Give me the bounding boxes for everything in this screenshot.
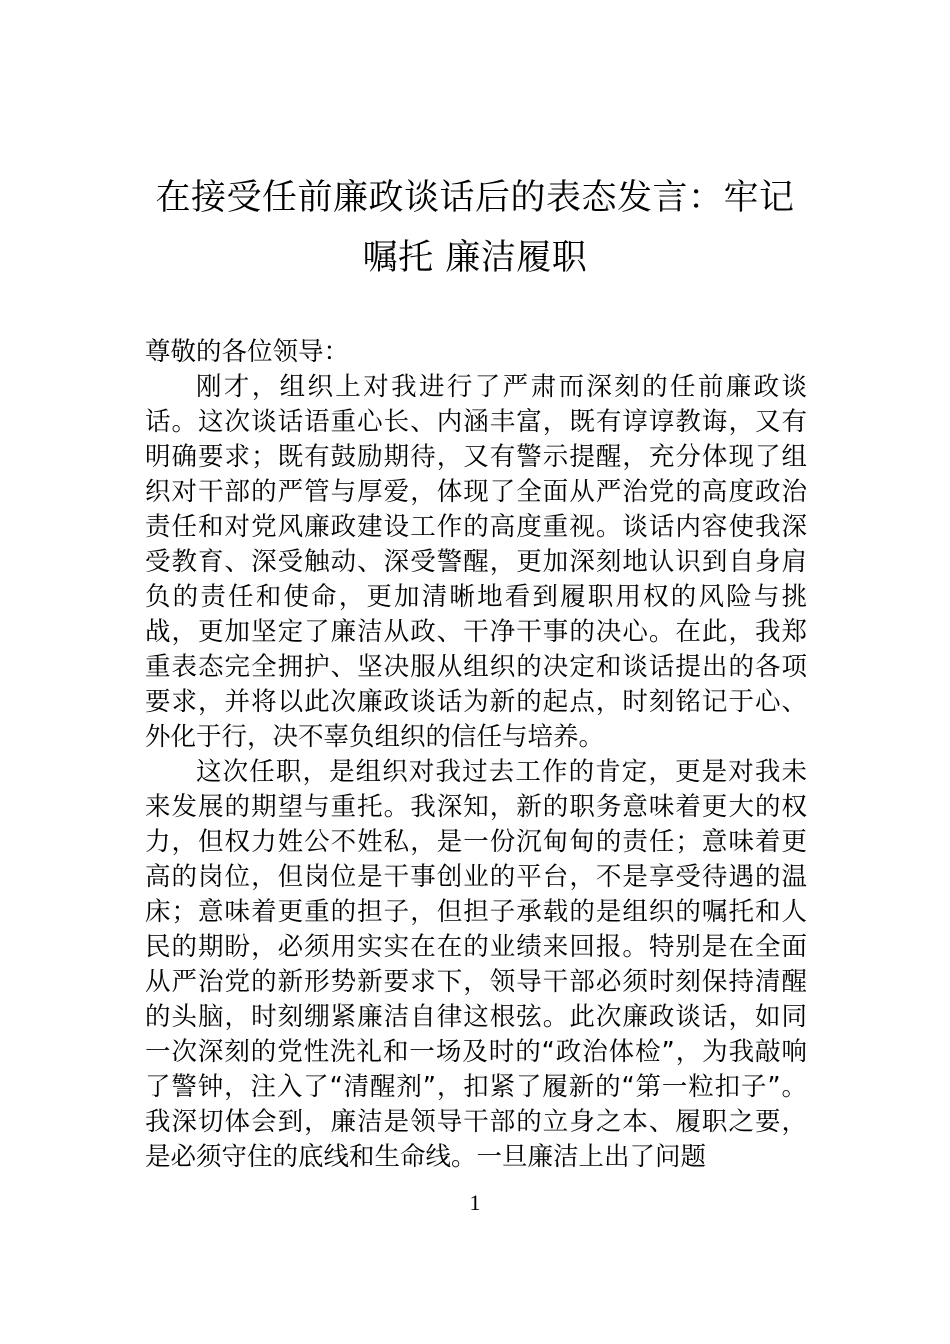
- paragraph-2: 这次任职，是组织对我过去工作的肯定，更是对我未来发展的期望与重托。我深知，新的职务意味着更大的权力，但权力姓公不姓私，是一份沉甸甸的责任；意味着更高的岗位，但岗位是干事创业的平台，不是享受待遇的温床；意味着更重的担子，但担子承载的是组织的嘱托和人民的期盼，必须用实实在在的业绩来回报。特别是在全面从严治党的新形势新要求下，领导干部必须时刻保持清醒的头脑，时刻绷紧廉洁自律这根弦。此次廉政谈话，如同一次深刻的党性洗礼和一场及时的“政治体检”，为我敲响了警钟，注入了“清醒剂”，扣紧了履新的“第一粒扣子”。我深切体会到，廉洁是领导干部的立身之本、履职之要，是必须守住的底线和生命线。一旦廉洁上出了问题: [145, 757, 807, 1172]
- salutation: 尊敬的各位领导：: [145, 337, 350, 367]
- page-number: 1: [469, 1190, 481, 1215]
- document-title: [120, 168, 830, 288]
- paragraph-1: 刚才，组织上对我进行了严肃而深刻的任前廉政谈话。这次谈话语重心长、内涵丰富，既有谆谆教诲，又有明确要求；既有鼓励期待，又有警示提醒，充分体现了组织对干部的严管与厚爱，体现了全面从严治党的高度政治责任和对党风廉政建设工作的高度重视。谈话内容使我深受教育、深受触动、深受警醒，更加深刻地认识到自身肩负的责任和使命，更加清晰地看到履职用权的风险与挑战，更加坚定了廉洁从政、干净干事的决心。在此，我郑重表态完全拥护、坚决服从组织的决定和谈话提出的各项要求，并将以此次廉政谈话为新的起点，时刻铭记于心、外化于行，决不辜负组织的信任与培养。: [145, 372, 807, 752]
- title-line-2: 嘱托 廉洁履职: [362, 238, 588, 278]
- document-body: [145, 335, 807, 1175]
- title-line-1: 在接受任前廉政谈话后的表态发言：牢记: [155, 178, 795, 218]
